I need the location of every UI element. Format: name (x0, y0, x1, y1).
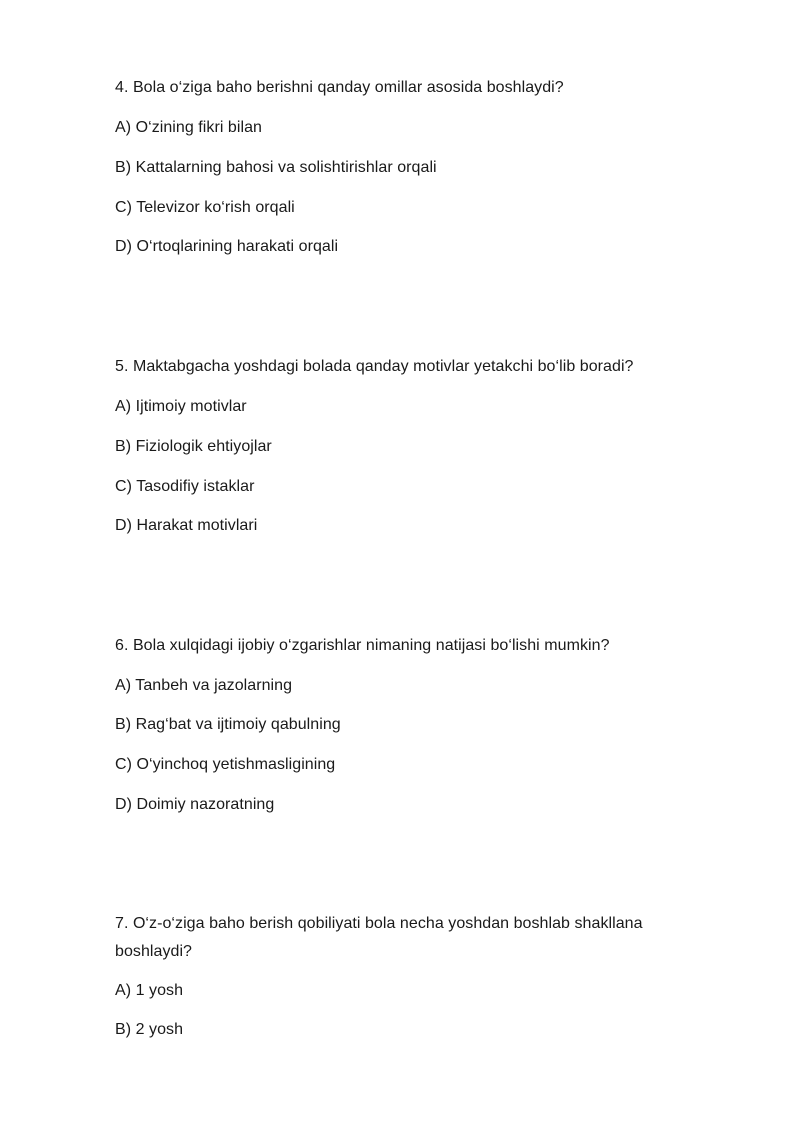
option-d: D) O‘rtoqlarining harakati orqali (115, 238, 339, 255)
option-a: A) Tanbeh va jazolarning (115, 677, 293, 694)
option-a: A) 1 yosh (115, 982, 184, 999)
question-text: 6. Bola xulqidagi ijobiy o‘zgarishlar nimaning natijasi bo‘lishi mumkin? (115, 637, 610, 654)
option-c: C) Tasodifiy istaklar (115, 478, 255, 495)
question-text: 5. Maktabgacha yoshdagi bolada qanday motivlar yetakchi bo‘lib boradi? (115, 358, 634, 375)
question-text: 4. Bola o‘ziga baho berishni qanday omillar asosida boshlaydi? (115, 79, 564, 96)
option-c: C) Televizor ko‘rish orqali (115, 199, 295, 216)
option-b: B) Kattalarning bahosi va solishtirishlar orqali (115, 159, 437, 176)
option-b: B) Fiziologik ehtiyojlar (115, 438, 272, 455)
option-c: C) O‘yinchoq yetishmasligining (115, 756, 336, 773)
option-a: A) Ijtimoiy motivlar (115, 398, 247, 415)
question-text: 7. O‘z-o‘ziga baho berish qobiliyati bola necha yoshdan boshlab shakllana boshlaydi? (115, 915, 643, 960)
question-5 (115, 353, 695, 534)
option-a: A) O‘zining fikri bilan (115, 119, 262, 136)
option-d: D) Doimiy nazoratning (115, 796, 275, 813)
question-7 (115, 910, 695, 1038)
question-4 (115, 74, 695, 255)
option-b: B) 2 yosh (115, 1021, 184, 1038)
question-6 (115, 632, 695, 813)
option-b: B) Rag‘bat va ijtimoiy qabulning (115, 716, 341, 733)
option-d: D) Harakat motivlari (115, 517, 258, 534)
